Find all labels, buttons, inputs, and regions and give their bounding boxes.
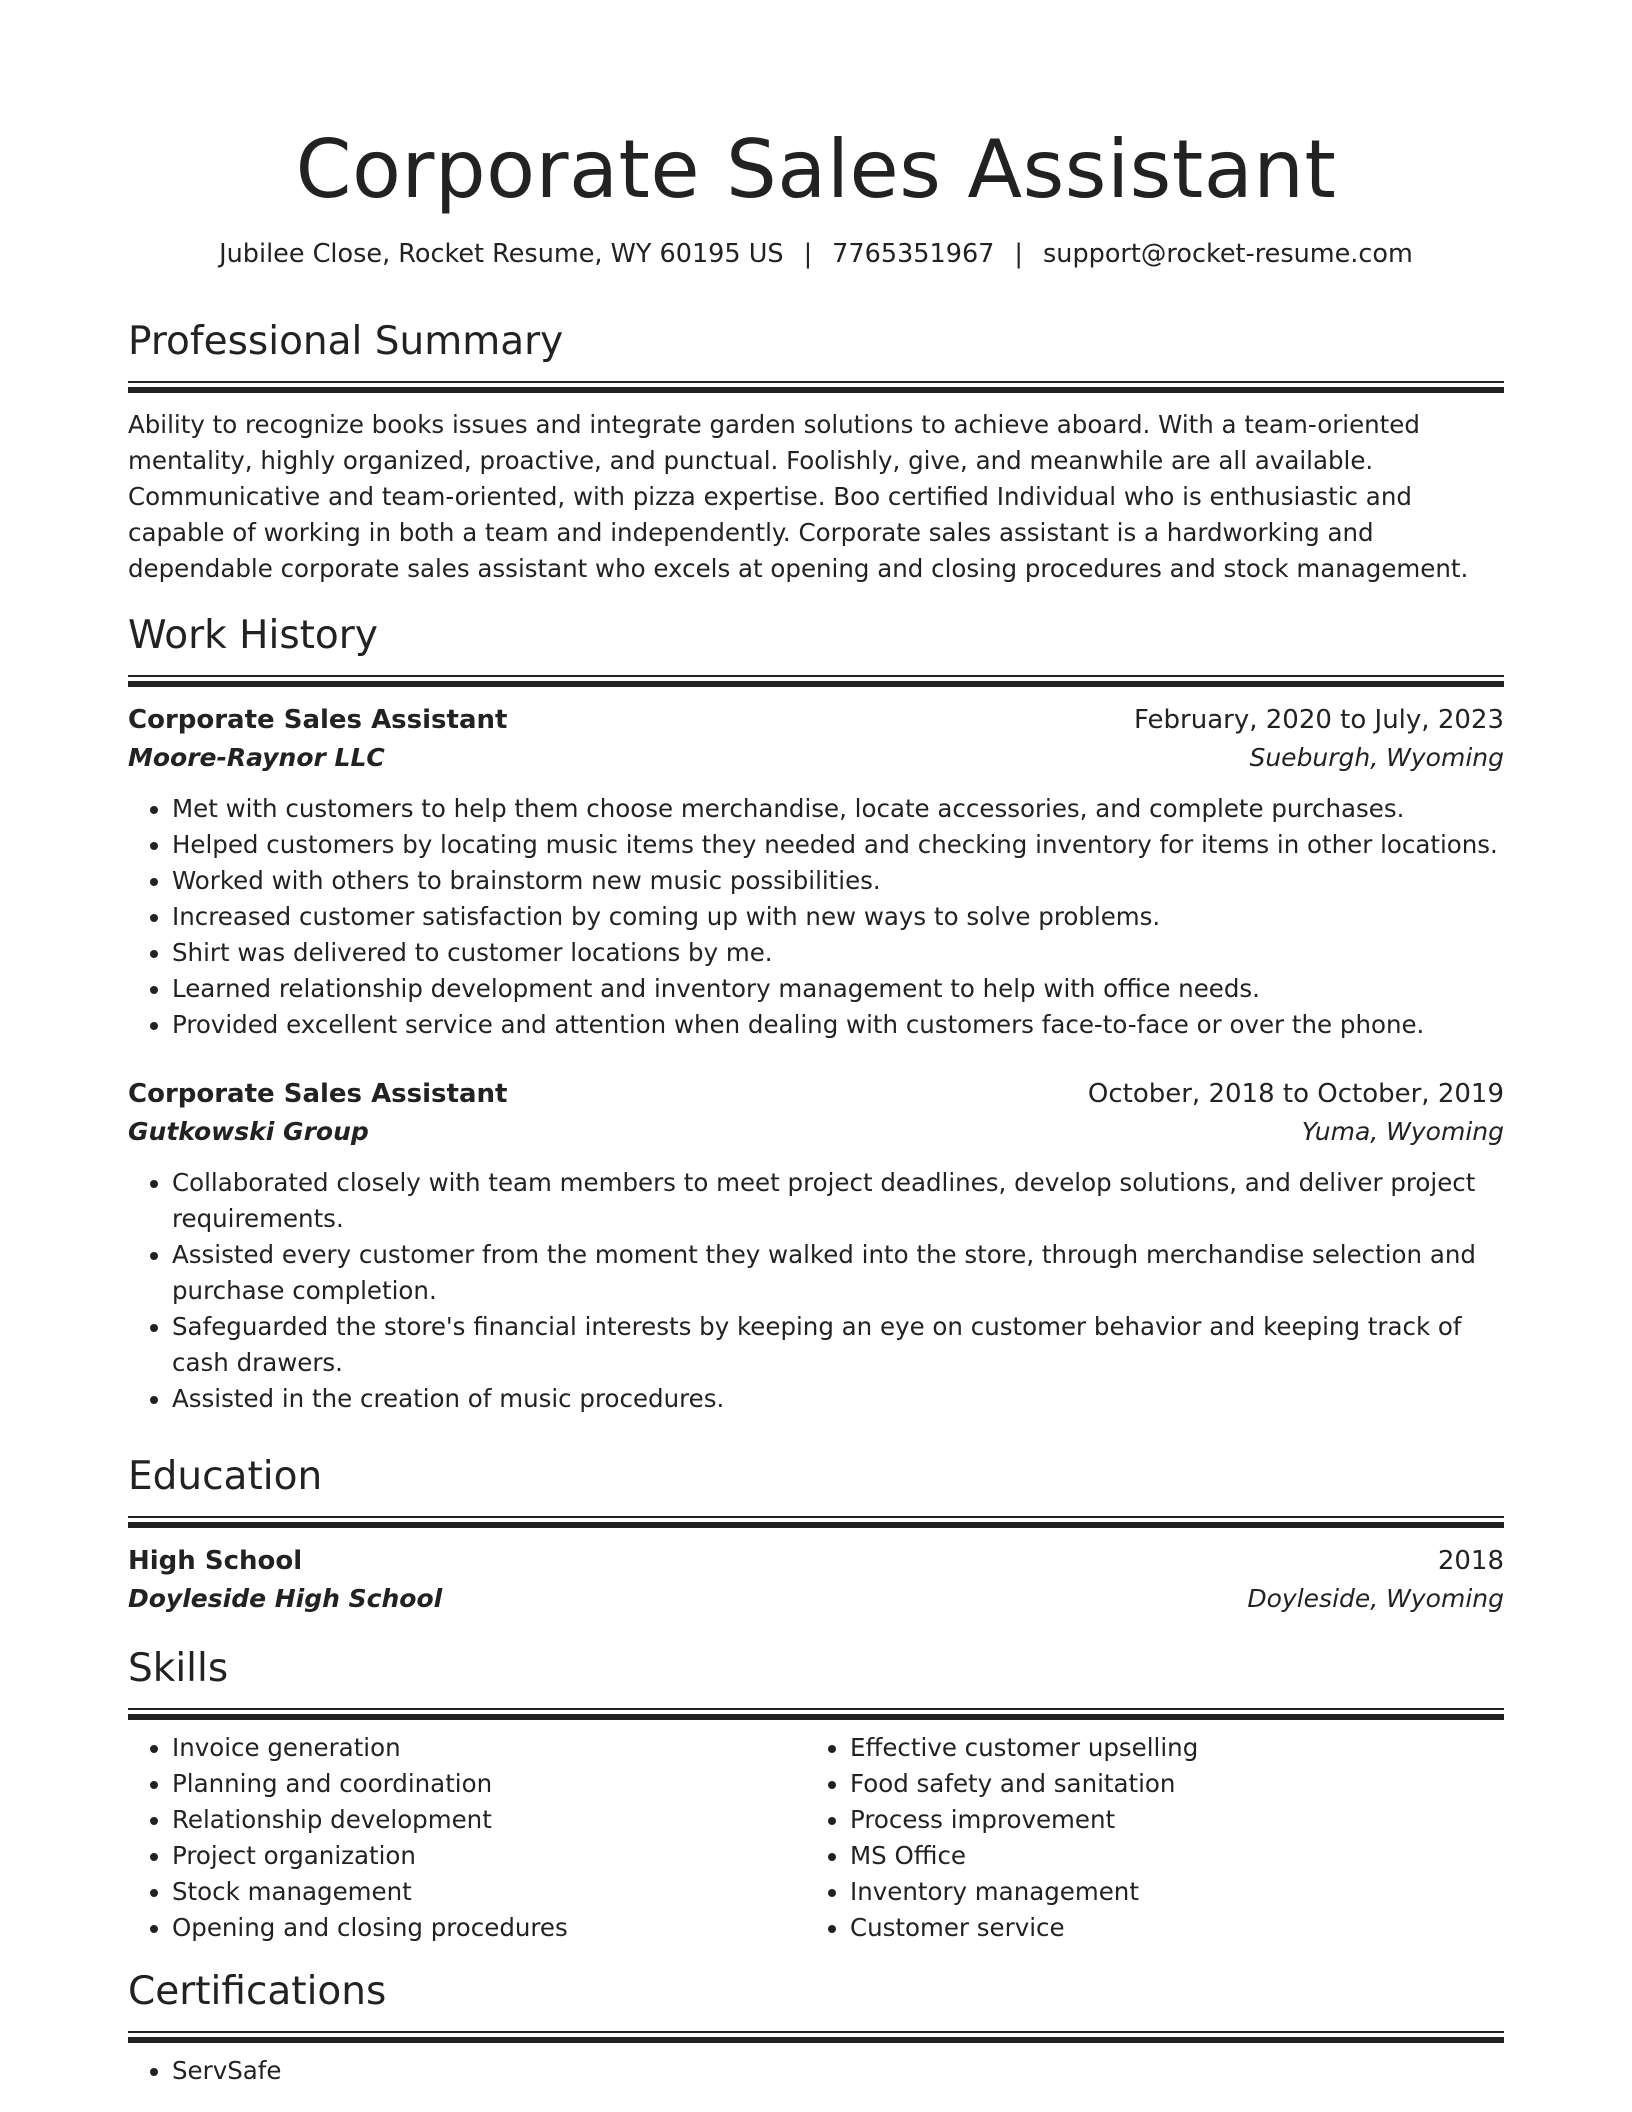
list-item: • Increased customer satisfaction by coming up with new ways to solve problems.: [172, 899, 1504, 935]
section-divider: [128, 381, 1504, 393]
skills-grid: [128, 1730, 1504, 1946]
list-item: • Opening and closing procedures: [172, 1910, 806, 1946]
certifications-section: [128, 1967, 1504, 2089]
education-degree: High School: [128, 1546, 303, 1576]
summary-paragraph: Ability to recognize books issues and integrate garden solutions to achieve aboard. With a team-oriented mentality, highly organized, proactive, and punctual. Foolishly, give, and meanwhile are all available. Communicative and team-oriented, with pizza expertise. Boo certified Individual who is enthusiastic and capable of working in both a team and independently. Corporate sales assistant is a hardworking and dependable corporate sales assistant who excels at opening and closing procedures and stock management.: [128, 410, 1469, 583]
list-item: • Effective customer upselling: [850, 1730, 1484, 1766]
section-divider: [128, 1516, 1504, 1528]
job-location: Sueburgh, Wyoming: [1249, 743, 1504, 772]
skills-section: [128, 1644, 1504, 1946]
section-heading-summary: Professional Summary: [128, 319, 564, 364]
summary-section: [128, 317, 1504, 587]
contact-separator: |: [1014, 239, 1024, 269]
contact-email: support@rocket-resume.com: [1043, 239, 1413, 269]
education-entry: [128, 1542, 1504, 1618]
section-heading-skills: Skills: [128, 1646, 229, 1691]
job-bullet-list: [128, 1165, 1504, 1417]
list-item: • Learned relationship development and inventory management to help with office needs.: [172, 971, 1504, 1007]
contact-separator: |: [803, 239, 813, 269]
job-title: Corporate Sales Assistant: [128, 705, 508, 735]
list-item: • Planning and coordination: [172, 1766, 806, 1802]
list-item: • Safeguarded the store's financial interests by keeping an eye on customer behavior and keeping track of cash drawers.: [172, 1309, 1504, 1381]
list-item: • Provided excellent service and attention when dealing with customers face-to-face or over the phone.: [172, 1007, 1504, 1043]
list-item: • Stock management: [172, 1874, 806, 1910]
education-section: [128, 1452, 1504, 1618]
list-item: • Collaborated closely with team members to meet project deadlines, develop solutions, and deliver project requirements.: [172, 1165, 1504, 1237]
contact-phone: 7765351967: [832, 239, 995, 269]
job-dates: February, 2020 to July, 2023: [1134, 705, 1504, 735]
job-header-row: [128, 1075, 1504, 1113]
list-item: • Project organization: [172, 1838, 806, 1874]
contact-line: [128, 236, 1504, 272]
candidate-name: Corporate Sales Assistant: [295, 123, 1337, 216]
education-location: Doyleside, Wyoming: [1247, 1584, 1504, 1613]
skills-list: [806, 1730, 1484, 1946]
education-school-row: [128, 1580, 1504, 1618]
certifications-list: [128, 2053, 1504, 2089]
list-item: • ServSafe: [172, 2053, 1504, 2089]
education-school: Doyleside High School: [128, 1584, 443, 1613]
contact-address: Jubilee Close, Rocket Resume, WY 60195 US: [219, 239, 784, 269]
list-item: • MS Office: [850, 1838, 1484, 1874]
list-item: • Helped customers by locating music items they needed and checking inventory for items in other locations.: [172, 827, 1504, 863]
job-company-row: [128, 1113, 1504, 1151]
section-divider: [128, 2031, 1504, 2043]
list-item: • Customer service: [850, 1910, 1484, 1946]
job-company: Moore-Raynor LLC: [128, 743, 385, 772]
job-location: Yuma, Wyoming: [1301, 1117, 1504, 1146]
list-item: • Met with customers to help them choose merchandise, locate accessories, and complete purchases.: [172, 791, 1504, 827]
skills-list: [128, 1730, 806, 1946]
list-item: • Worked with others to brainstorm new music possibilities.: [172, 863, 1504, 899]
section-heading-certifications: Certifications: [128, 1969, 387, 2014]
job-header-row: [128, 701, 1504, 739]
list-item: • Process improvement: [850, 1802, 1484, 1838]
list-item: • Food safety and sanitation: [850, 1766, 1484, 1802]
job-entry: [128, 701, 1504, 1043]
education-header-row: [128, 1542, 1504, 1580]
list-item: • Inventory management: [850, 1874, 1484, 1910]
section-heading-work-history: Work History: [128, 613, 378, 658]
job-title: Corporate Sales Assistant: [128, 1079, 508, 1109]
resume-page: [128, 0, 1504, 2085]
section-heading-education: Education: [128, 1454, 323, 1499]
education-year: 2018: [1437, 1546, 1504, 1576]
job-dates: October, 2018 to October, 2019: [1087, 1079, 1504, 1109]
list-item: • Shirt was delivered to customer locations by me.: [172, 935, 1504, 971]
list-item: • Invoice generation: [172, 1730, 806, 1766]
job-entry: [128, 1075, 1504, 1417]
section-divider: [128, 1708, 1504, 1720]
job-company-row: [128, 739, 1504, 777]
job-company: Gutkowski Group: [128, 1117, 369, 1146]
list-item: • Assisted in the creation of music procedures.: [172, 1381, 1504, 1417]
work-history-section: [128, 611, 1504, 1417]
skills-column-left: [128, 1730, 806, 1946]
section-divider: [128, 675, 1504, 687]
list-item: • Relationship development: [172, 1802, 806, 1838]
list-item: • Assisted every customer from the moment they walked into the store, through merchandise selection and purchase completion.: [172, 1237, 1504, 1309]
skills-column-right: [806, 1730, 1484, 1946]
job-bullet-list: [128, 791, 1504, 1043]
